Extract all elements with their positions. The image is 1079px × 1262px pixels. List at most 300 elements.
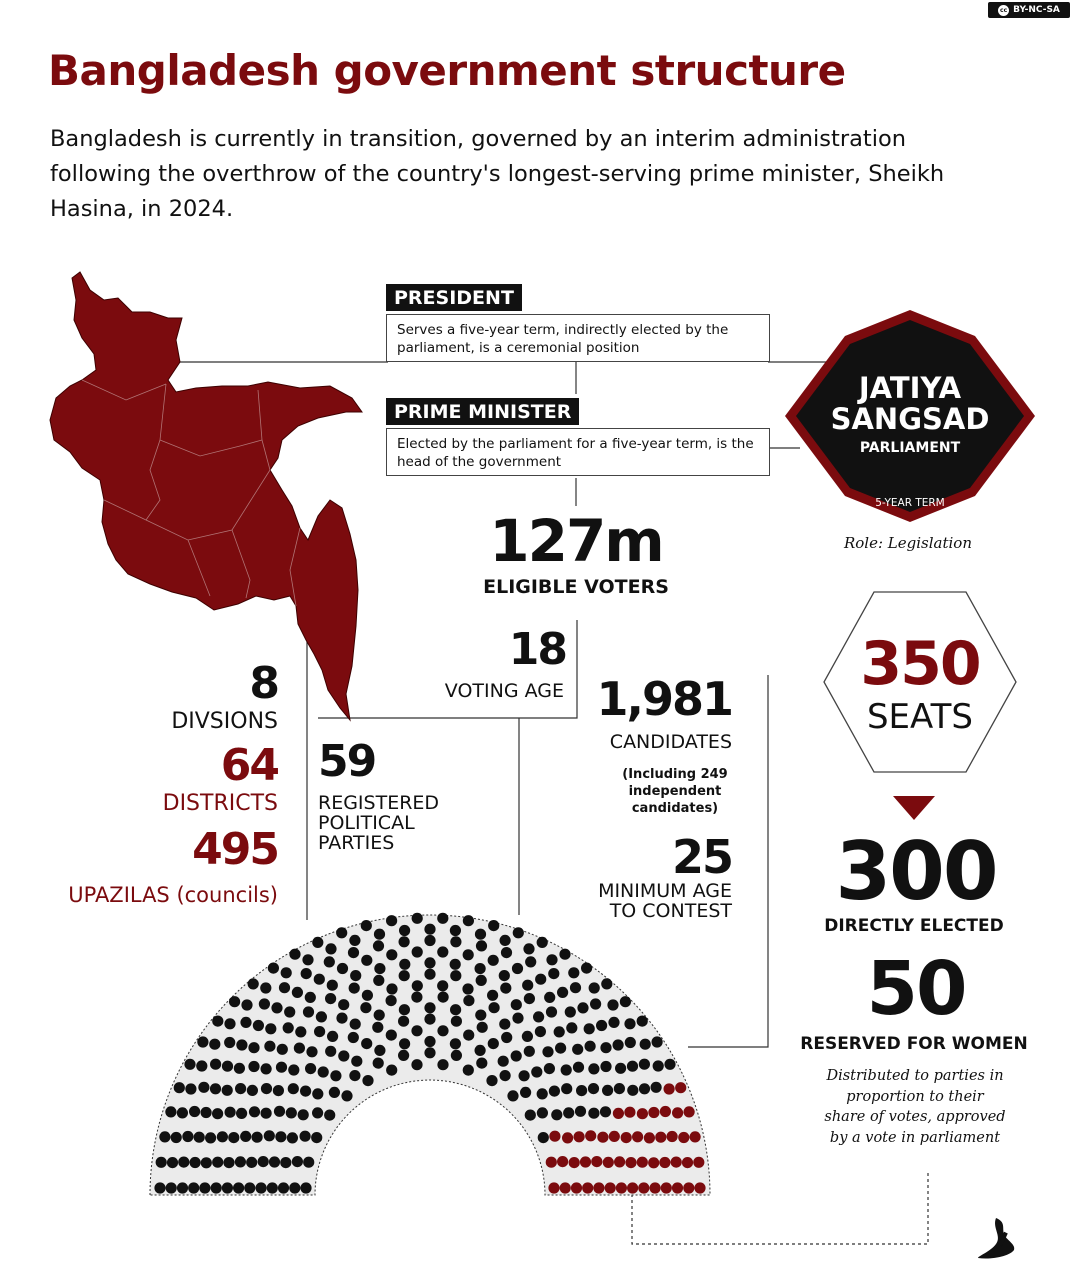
candidates-note <box>610 766 740 817</box>
direct-seat <box>653 1060 664 1071</box>
direct-seat <box>362 990 373 1001</box>
reserved-seats-label: RESERVED FOR WOMEN <box>800 1034 1028 1054</box>
min-age-label-line1: MINIMUM AGE <box>598 880 732 902</box>
reserved-seat <box>605 1182 616 1193</box>
direct-seat <box>639 1083 650 1094</box>
upazilas-label: UPAZILAS (councils) <box>68 883 278 907</box>
direct-seat <box>246 1157 257 1168</box>
prime-minister-label: PRIME MINISTER <box>386 398 579 425</box>
direct-seat <box>305 1063 316 1074</box>
page-title: Bangladesh government structure <box>48 46 846 95</box>
direct-seat <box>424 957 435 968</box>
direct-seat <box>512 963 523 974</box>
direct-seat <box>236 1108 247 1119</box>
direct-seat <box>462 983 473 994</box>
direct-seat <box>488 920 499 931</box>
direct-seat <box>248 978 259 989</box>
districts-label: DISTRICTS <box>162 791 278 816</box>
direct-seat <box>295 1026 306 1037</box>
direct-seat <box>500 935 511 946</box>
direct-seat <box>224 1037 235 1048</box>
direct-seat <box>302 954 313 965</box>
direct-seat <box>235 1156 246 1167</box>
direct-seat <box>627 1061 638 1072</box>
direct-seat <box>287 1132 298 1143</box>
direct-seat <box>525 1110 536 1121</box>
direct-seat <box>271 1002 282 1013</box>
direct-seat <box>450 959 461 970</box>
direct-seat <box>212 1157 223 1168</box>
reserved-note-line1: Distributed to parties in <box>826 1068 1004 1084</box>
direct-seat <box>338 999 349 1010</box>
direct-seat <box>177 1182 188 1193</box>
direct-seat <box>585 1041 596 1052</box>
reserved-seat <box>664 1083 675 1094</box>
direct-seat <box>283 1022 294 1033</box>
direct-seat <box>573 1062 584 1073</box>
direct-seat <box>222 1085 233 1096</box>
direct-seat <box>373 975 384 986</box>
direct-seat <box>615 1063 626 1074</box>
direct-seat <box>437 913 448 924</box>
min-age-label <box>540 882 732 922</box>
direct-seat <box>248 1061 259 1072</box>
direct-seat <box>450 936 461 947</box>
direct-seat <box>244 1182 255 1193</box>
direct-seat <box>166 1182 177 1193</box>
direct-seat <box>305 992 316 1003</box>
direct-seat <box>600 1042 611 1053</box>
total-seats-value: 350 <box>860 629 980 699</box>
reserved-seat <box>625 1157 636 1168</box>
direct-seat <box>229 996 240 1007</box>
direct-seat <box>278 1182 289 1193</box>
direct-seat <box>537 1107 548 1118</box>
direct-seat <box>533 1011 544 1022</box>
reserved-seat <box>667 1131 678 1142</box>
voting-age-label: VOTING AGE <box>444 680 564 702</box>
direct-seat <box>253 1020 264 1031</box>
direct-seat <box>177 1107 188 1118</box>
direct-seat <box>399 970 410 981</box>
direct-seat <box>178 1157 189 1168</box>
direct-seat <box>154 1182 165 1193</box>
direct-seat <box>596 1020 607 1031</box>
reserved-seat <box>557 1156 568 1167</box>
direct-seat <box>316 1011 327 1022</box>
direct-seat <box>476 940 487 951</box>
direct-seat <box>194 1132 205 1143</box>
direct-seat <box>512 1013 523 1024</box>
upazilas-value: 495 <box>192 824 278 875</box>
direct-seat <box>174 1082 185 1093</box>
direct-seat <box>281 967 292 978</box>
direct-seat <box>374 1010 385 1021</box>
page-subtitle: Bangladesh is currently in transition, governed by an interim administration following the overthrow of the country's longest-serving prime minister, Sheikh Hasina, in 2024. <box>50 126 945 222</box>
direct-seat <box>477 1022 488 1033</box>
direct-seat <box>437 946 448 957</box>
direct-seat <box>386 995 397 1006</box>
direct-seat <box>549 1086 560 1097</box>
direct-seat <box>329 1087 340 1098</box>
eligible-voters-label: ELIGIBLE VOTERS <box>483 576 669 598</box>
direct-seat <box>284 1006 295 1017</box>
direct-seat <box>259 998 270 1009</box>
direct-seat <box>538 1132 549 1143</box>
direct-seat <box>511 1050 522 1061</box>
parliament-name-line1: JATIYA <box>858 371 962 405</box>
reserved-seat <box>609 1131 620 1142</box>
reserved-seat <box>693 1157 704 1168</box>
direct-seat <box>524 993 535 1004</box>
direct-seat <box>269 1156 280 1167</box>
direct-seat <box>327 980 338 991</box>
direct-seat <box>289 1182 300 1193</box>
direct-seat <box>588 1083 599 1094</box>
direct-seat <box>584 1023 595 1034</box>
direct-seats-label: DIRECTLY ELECTED <box>824 916 1004 936</box>
direct-seat <box>314 1026 325 1037</box>
president-description: Serves a five-year term, indirectly elected by the parliament, is a ceremonial position <box>386 314 770 362</box>
direct-seat <box>475 929 486 940</box>
reserved-seat <box>591 1156 602 1167</box>
direct-seat <box>236 1039 247 1050</box>
direct-seat <box>312 1088 323 1099</box>
direct-seat <box>228 1132 239 1143</box>
reserved-seat <box>614 1156 625 1167</box>
direct-seat <box>522 980 533 991</box>
reserved-seat <box>650 1182 661 1193</box>
reserved-seat <box>672 1107 683 1118</box>
direct-seat <box>311 1132 322 1143</box>
direct-seat <box>185 1083 196 1094</box>
direct-seat <box>537 1088 548 1099</box>
reserved-seat <box>571 1182 582 1193</box>
reserved-seat <box>560 1182 571 1193</box>
direct-seat <box>486 1075 497 1086</box>
min-age-value: 25 <box>671 830 732 884</box>
reserved-seat <box>671 1157 682 1168</box>
direct-seat <box>235 1083 246 1094</box>
direct-seat <box>535 1026 546 1037</box>
direct-seat <box>249 1106 260 1117</box>
direct-seat <box>424 1036 435 1047</box>
direct-seat <box>437 1025 448 1036</box>
direct-seat <box>398 1016 409 1027</box>
direct-seat <box>476 1058 487 1069</box>
reserved-seat <box>548 1182 559 1193</box>
direct-seat <box>372 1022 383 1033</box>
direct-seat <box>362 1075 373 1086</box>
direct-seat <box>184 1059 195 1070</box>
reserved-seats-value: 50 <box>866 946 966 1032</box>
direct-seat <box>198 1082 209 1093</box>
direct-seat <box>399 925 410 936</box>
direct-seat <box>513 927 524 938</box>
reserved-seat <box>632 1131 643 1142</box>
license-text: BY-NC-SA <box>1013 5 1060 15</box>
direct-seat <box>624 1018 635 1029</box>
direct-seat <box>327 1031 338 1042</box>
reserved-seat <box>659 1157 670 1168</box>
direct-seat <box>544 992 555 1003</box>
direct-seat <box>572 1044 583 1055</box>
direct-seat <box>424 1047 435 1058</box>
direct-seat <box>511 999 522 1010</box>
direct-seat <box>555 1043 566 1054</box>
reserved-seat <box>684 1106 695 1117</box>
direct-seat <box>261 1063 272 1074</box>
direct-seat <box>475 963 486 974</box>
direct-seat <box>324 956 335 967</box>
direct-seat <box>165 1106 176 1117</box>
direct-seat <box>209 1039 220 1050</box>
direct-seat <box>312 1107 323 1118</box>
reserved-seat <box>682 1157 693 1168</box>
direct-seat <box>275 1131 286 1142</box>
direct-seat <box>312 937 323 948</box>
direct-seat <box>325 943 336 954</box>
reserved-seat <box>638 1182 649 1193</box>
reserved-seat <box>627 1182 638 1193</box>
direct-seat <box>288 1083 299 1094</box>
direct-seat <box>487 990 498 1001</box>
direct-seat <box>498 1056 509 1067</box>
total-seats-label: SEATS <box>866 697 974 737</box>
direct-seat <box>551 1109 562 1120</box>
direct-seat <box>224 1018 235 1029</box>
direct-seat <box>565 1006 576 1017</box>
direct-seat <box>300 1131 311 1142</box>
reserved-seat <box>621 1132 632 1143</box>
parliament-name-line2: SANGSAD <box>830 402 990 436</box>
direct-seat <box>273 1085 284 1096</box>
direct-seat <box>324 1110 335 1121</box>
reserved-seat <box>593 1182 604 1193</box>
direct-seat <box>386 949 397 960</box>
direct-seat <box>374 1045 385 1056</box>
direct-seat <box>637 1016 648 1027</box>
direct-seat <box>248 1042 259 1053</box>
direct-seat <box>205 1132 216 1143</box>
direct-seat <box>341 1090 352 1101</box>
reserved-note-line4: by a vote in parliament <box>829 1129 1001 1146</box>
voting-age-value: 18 <box>508 624 566 675</box>
parties-value: 59 <box>318 736 376 787</box>
direct-seat <box>576 1085 587 1096</box>
parties-label-line3: PARTIES <box>318 831 395 854</box>
parties-label-line1: REGISTERED <box>318 792 440 814</box>
direct-seat <box>361 920 372 931</box>
direct-seat <box>338 1050 349 1061</box>
candidates-note-line2: independent <box>628 784 722 799</box>
eligible-voters-value: 127m <box>489 507 663 575</box>
direct-seat <box>350 1019 361 1030</box>
direct-seat <box>350 970 361 981</box>
reserved-seat <box>574 1131 585 1142</box>
direct-seat <box>361 1038 372 1049</box>
direct-seat <box>559 949 570 960</box>
direct-seat <box>608 1017 619 1028</box>
direct-seat <box>349 983 360 994</box>
direct-seat <box>301 968 312 979</box>
direct-seat <box>600 1106 611 1117</box>
reserved-seat <box>655 1132 666 1143</box>
candidates-label: CANDIDATES <box>609 731 732 753</box>
reserved-seat <box>644 1132 655 1143</box>
direct-seat <box>298 1109 309 1120</box>
direct-seat <box>286 1107 297 1118</box>
direct-seat <box>475 1010 486 1021</box>
direct-seat <box>373 1058 384 1069</box>
direct-seat <box>258 1156 269 1167</box>
direct-seat <box>156 1157 167 1168</box>
reserved-seat <box>562 1132 573 1143</box>
president-label: PRESIDENT <box>386 284 522 311</box>
direct-seat <box>234 1063 245 1074</box>
direct-seat <box>411 1025 422 1036</box>
reserved-note-line2: proportion to their <box>846 1088 984 1105</box>
direct-seat <box>330 1070 341 1081</box>
direct-seat <box>399 936 410 947</box>
direct-seat <box>386 983 397 994</box>
direct-seat <box>252 1132 263 1143</box>
direct-seat <box>557 987 568 998</box>
candidates-note-line1: (Including 249 <box>622 767 728 782</box>
direct-seat <box>300 1086 311 1097</box>
direct-seat <box>412 980 423 991</box>
direct-seat <box>523 943 534 954</box>
reserved-seat <box>660 1106 671 1117</box>
parties-label <box>318 794 439 854</box>
direct-seat <box>211 1182 222 1193</box>
direct-seat <box>554 1026 565 1037</box>
direct-seat <box>412 946 423 957</box>
direct-seat <box>240 1131 251 1142</box>
direct-seat <box>500 1070 511 1081</box>
direct-seat <box>303 1006 314 1017</box>
direct-seat <box>607 999 618 1010</box>
al-jazeera-logo <box>978 1218 1014 1259</box>
direct-seat <box>360 1002 371 1013</box>
direct-seat <box>437 1059 448 1070</box>
direct-seat <box>581 963 592 974</box>
direct-seat <box>542 1046 553 1057</box>
direct-seat <box>386 915 397 926</box>
direct-seat <box>289 949 300 960</box>
candidates-note-line3: candidates) <box>631 801 719 816</box>
districts-value: 64 <box>220 740 278 791</box>
direct-seat <box>544 1063 555 1074</box>
direct-seat <box>590 998 601 1009</box>
parliament-subtitle: PARLIAMENT <box>859 440 961 456</box>
reserved-seat <box>580 1156 591 1167</box>
direct-seat <box>639 1059 650 1070</box>
direct-seat <box>451 1050 462 1061</box>
direct-seat <box>386 1030 397 1041</box>
direct-seat <box>412 913 423 924</box>
direct-seat <box>210 1059 221 1070</box>
direct-seat <box>399 1038 410 1049</box>
prime-minister-description: Elected by the parliament for a five-year term, is the head of the government <box>386 428 770 476</box>
direct-seat <box>546 954 557 965</box>
direct-seat <box>535 974 546 985</box>
direct-seat <box>260 982 271 993</box>
direct-seat <box>279 982 290 993</box>
parties-label-line2: POLITICAL <box>318 811 415 834</box>
direct-seat <box>264 1041 275 1052</box>
direct-seat <box>488 1038 499 1049</box>
direct-seat <box>499 970 510 981</box>
direct-seat <box>399 959 410 970</box>
direct-seat <box>292 987 303 998</box>
direct-seat <box>588 1108 599 1119</box>
direct-seat <box>189 1106 200 1117</box>
direct-seat <box>217 1131 228 1142</box>
direct-seat <box>520 1087 531 1098</box>
direct-seat <box>303 1157 314 1168</box>
direct-seats-value: 300 <box>835 825 997 918</box>
direct-seat <box>336 927 347 938</box>
direct-seat <box>325 1046 336 1057</box>
parliament-term: 5-YEAR TERM <box>875 497 945 509</box>
reserved-seat <box>694 1182 705 1193</box>
direct-seat <box>280 1157 291 1168</box>
direct-seat <box>519 1070 530 1081</box>
direct-seat <box>210 1083 221 1094</box>
direct-seat <box>531 1066 542 1077</box>
direct-seat <box>223 1157 234 1168</box>
direct-seat <box>488 955 499 966</box>
direct-seat <box>489 1002 500 1013</box>
direct-seat <box>274 1106 285 1117</box>
parliament-hemicycle <box>150 913 710 1195</box>
reserved-seat <box>683 1182 694 1193</box>
direct-seat <box>348 1032 359 1043</box>
reserved-seat <box>546 1157 557 1168</box>
direct-seat <box>577 1002 588 1013</box>
direct-seat <box>522 1031 533 1042</box>
direct-seat <box>264 1130 275 1141</box>
direct-seat <box>222 1182 233 1193</box>
reserved-seat <box>582 1182 593 1193</box>
direct-seat <box>373 940 384 951</box>
direct-seat <box>437 980 448 991</box>
direct-seat <box>196 1060 207 1071</box>
direct-seat <box>500 983 511 994</box>
direct-seat <box>265 1023 276 1034</box>
reserved-seat <box>569 1157 580 1168</box>
direct-seat <box>276 1062 287 1073</box>
direct-seat <box>424 935 435 946</box>
creative-commons-icon: cc <box>1000 6 1008 14</box>
direct-seat <box>349 1070 360 1081</box>
direct-seat <box>625 1037 636 1048</box>
reserved-seat <box>624 1107 635 1118</box>
direct-seat <box>261 1108 272 1119</box>
reserved-seats-note <box>800 1066 1030 1148</box>
reserved-seat <box>603 1157 614 1168</box>
direct-seat <box>325 993 336 1004</box>
reserved-seat <box>637 1157 648 1168</box>
direct-seat <box>222 1061 233 1072</box>
direct-seat <box>197 1036 208 1047</box>
direct-seat <box>570 982 581 993</box>
reserved-seat <box>675 1082 686 1093</box>
direct-seat <box>399 1004 410 1015</box>
direct-seat <box>450 1004 461 1015</box>
direct-seat <box>450 925 461 936</box>
